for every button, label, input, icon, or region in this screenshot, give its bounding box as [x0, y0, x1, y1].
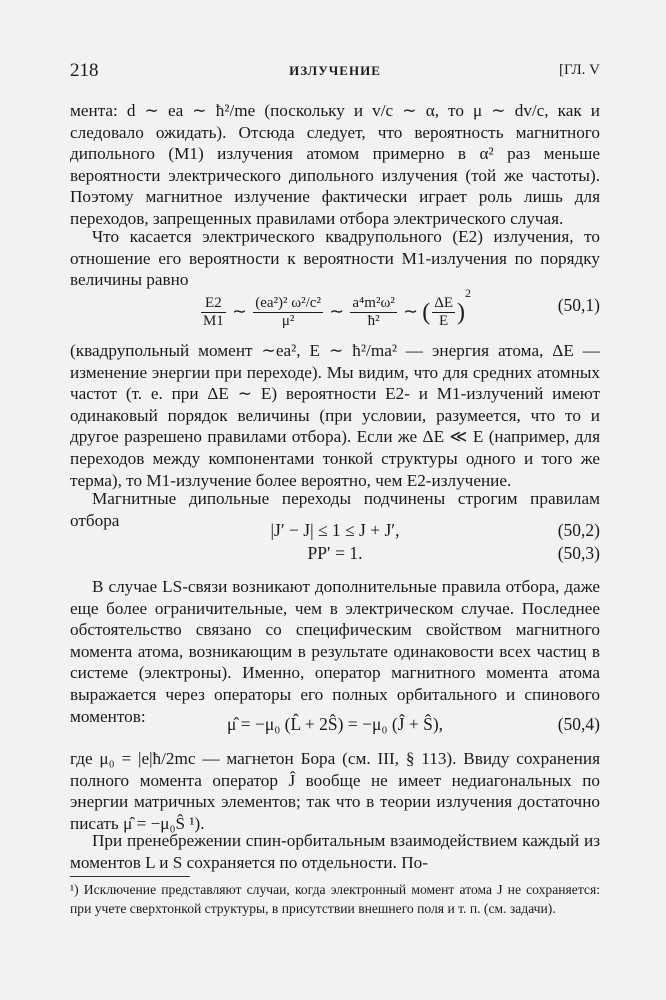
paragraph-7-text: При пренебрежении спин-орбитальным взаимодействием каждый из моментов L и S сохраняется по отдельности. По- — [70, 831, 600, 872]
paragraph-5-text: В случае LS-связи возникают дополнительные правила отбора, даже еще более ограничительные, чем в электрическом случае. Последнее обстоятельство связано со специфическим свойством магнитного момента атома, возникающим в результате одинаковости всех частиц в системе (электроны). Именно, оператор магнитного момента атома выражается через операторы его полных орбитального и спинового моментов: — [70, 577, 600, 726]
equation-50-2-body: |J′ − J| ≤ 1 ≤ J + J′, — [270, 520, 400, 540]
equation-number: (50,3) — [557, 543, 600, 563]
running-title: ИЗЛУЧЕНИЕ — [289, 63, 381, 78]
paragraph-2-text: Что касается электрического квадрупольного (E2) излучения, то отношение его вероятности к вероятности M1-излучения по порядку величины равно — [70, 227, 600, 290]
paragraph-2 — [70, 226, 600, 291]
power: 2 — [465, 286, 472, 300]
page-header — [70, 60, 600, 86]
frac-den: M1 — [202, 313, 224, 330]
equation-50-2 — [70, 520, 600, 544]
footnote: ¹) Исключение представляют случаи, когда электронный момент атома J не сохраняется: при учете сверхтонкой структуры, в присутствии внешнего поля и т. п. (см. задачи). — [70, 882, 600, 916]
paragraph-3: (квадрупольный момент ∼ea², E ∼ ħ²/ma² — энергия атома, ΔE — изменение энергии при переходе). Мы видим, что для средних атомных частот (т. е. при ΔE ∼ E) вероятности E2- и M1-излучений имеют одинаковый порядок величины (при условии, разумеется, что то и другое разрешено правилами отбора). Если же ΔE ≪ E (например, для переходов между компонентами тонкой структуры одного и того же терма), то M1-излучение более вероятно, чем E2-излучение. — [70, 341, 600, 490]
frac-den: E — [439, 313, 449, 330]
equation-50-3-body: PP′ = 1. — [307, 543, 363, 563]
frac-quadrupole — [253, 295, 323, 330]
frac-atomic — [350, 295, 396, 330]
frac-num: ΔE — [434, 295, 454, 312]
sim-sign: ∼ — [403, 301, 418, 321]
frac-den: μ² — [281, 313, 295, 330]
paragraph-5 — [70, 576, 600, 727]
frac-delta-e — [432, 295, 455, 330]
equation-number: (50,4) — [557, 714, 600, 734]
paragraph-7 — [70, 830, 600, 873]
equation-number: (50,1) — [557, 295, 600, 315]
equation-50-1 — [70, 286, 600, 330]
paragraph-4-text: Магнитные дипольные переходы подчинены строгим правилам отбора — [70, 489, 600, 530]
page-number: 218 — [70, 60, 99, 81]
frac-num: a⁴m²ω² — [352, 295, 395, 312]
frac-e2-m1 — [201, 295, 226, 330]
footnote-divider — [70, 876, 190, 877]
equation-number: (50,2) — [557, 520, 600, 540]
frac-den: ħ² — [367, 313, 380, 330]
equation-50-4-body: μ̂ = −μ₀ (L̂ + 2Ŝ) = −μ₀ (Ĵ + Ŝ), — [226, 714, 444, 734]
paragraph-6: где μ₀ = |e|ħ/2mc — магнетон Бора (см. III, § 113). Ввиду сохранения полного момента оператор Ĵ вообще не имеет недиагональных по энергии матричных элементов; так что в теории излучения достаточно писать μ̂ = −μ₀Ŝ ¹). — [70, 749, 600, 833]
chapter-label: [ГЛ. V — [558, 62, 600, 78]
sim-sign: ∼ — [329, 301, 345, 321]
frac-num: (ea²)² ω²/c² — [255, 295, 321, 312]
equation-50-4 — [70, 714, 600, 738]
sim-sign: ∼ — [232, 301, 247, 321]
equation-50-3 — [70, 543, 600, 567]
frac-num: E2 — [201, 295, 226, 313]
equation-50-1-body: $\frac{E2}{M1}$ ∼ $\frac{\text{(ea²)² ω²/c²}}{\text{μ²}}$ ∼ $\frac{\text{a⁴m²ω²}}{\text{ħ²}}$ ∼ ( $\frac{\Delta E}{E}$ )$^2$ — [202, 286, 472, 330]
paragraph-1: мента: d ∼ ea ∼ ħ²/me (поскольку и v/c ∼ α, то μ ∼ dv/c, как и следовало ожидать). Отсюда следует, что вероятность магнитного дипольного (M1) излучения атомом примерно в α² раз меньше вероятности электрического дипольного излучения (той же частоты). Поэтому магнитное излучение фактически играет роль лишь для переходов, запрещенных правилами отбора электрического случая. — [70, 101, 600, 228]
